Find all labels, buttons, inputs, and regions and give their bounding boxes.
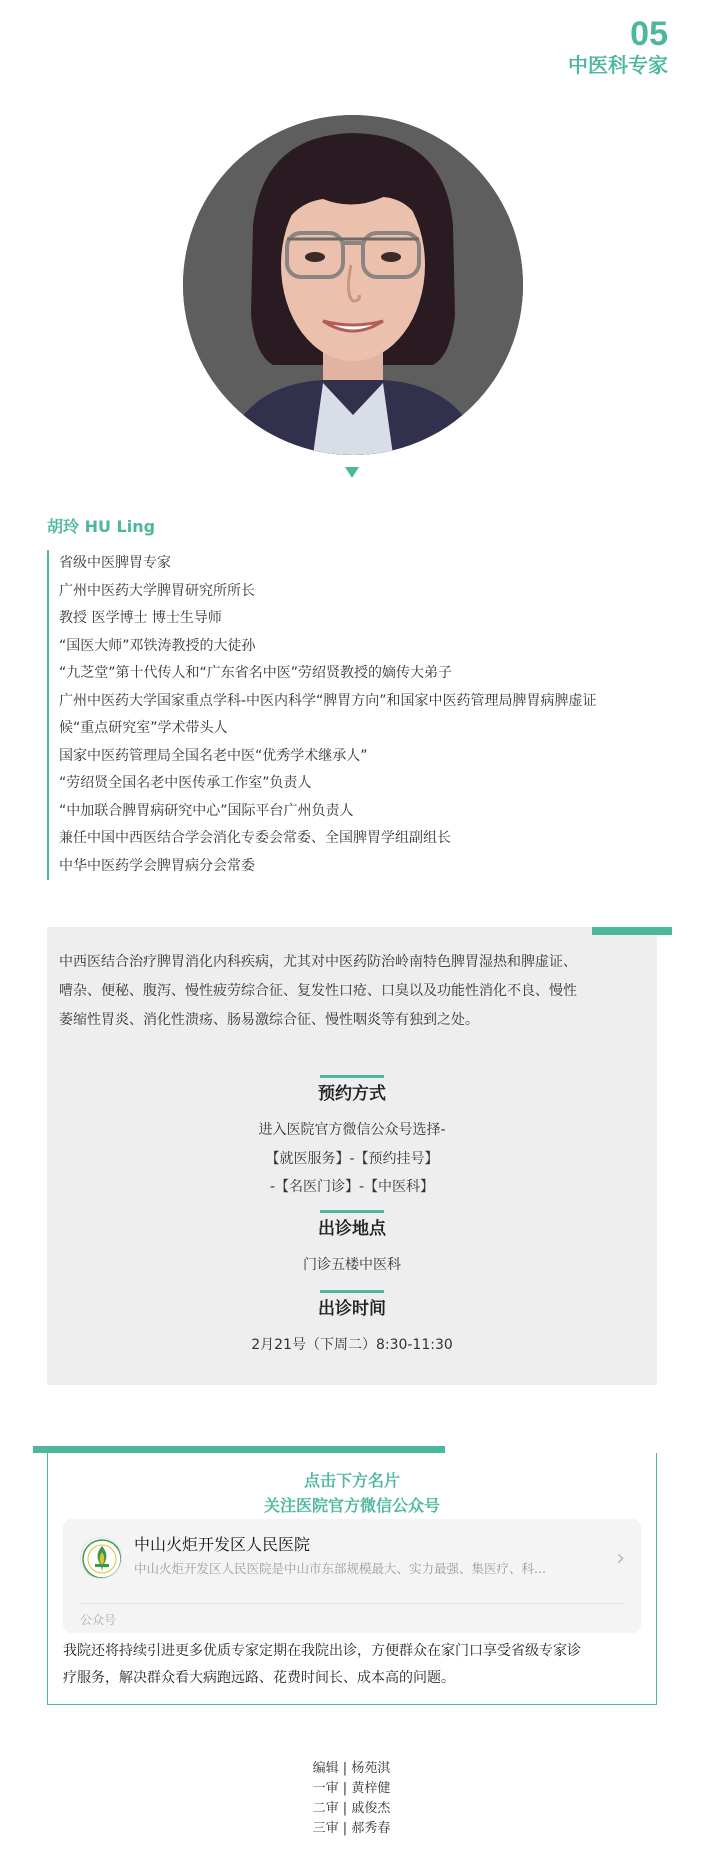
appointment-divider — [320, 1075, 384, 1078]
account-type-label: 公众号 — [80, 1613, 117, 1627]
credential-item: “国医大师”邓铁涛教授的大徒孙 — [59, 637, 256, 654]
doctor-name: 胡玲 HU Ling — [47, 517, 156, 536]
credential-list — [47, 550, 667, 880]
follow-note — [63, 1638, 648, 1692]
specialty-description — [59, 948, 649, 1035]
specialty-line: 嘈杂、便秘、腹泻、慢性疲劳综合征、复发性口疮、口臭以及功能性消化不良、慢性 — [59, 983, 577, 999]
credential-item: 兼任中国中西医结合学会消化专委会常委、全国脾胃学组副组长 — [59, 830, 451, 846]
credential-item: 国家中医药管理局全国名老中医“优秀学术继承人” — [59, 747, 368, 764]
appointment-title: 预约方式 — [318, 1084, 386, 1104]
down-triangle-icon — [345, 467, 359, 478]
credential-item: 教授 医学博士 博士生导师 — [59, 610, 222, 626]
location-title: 出诊地点 — [318, 1219, 386, 1239]
credit-line: 一审 | 黄梓健 — [312, 1781, 391, 1796]
appointment-method — [47, 1116, 657, 1202]
location-value: 门诊五楼中医科 — [303, 1257, 401, 1273]
appointment-line: 进入医院官方微信公众号选择- — [258, 1122, 446, 1138]
editorial-credits — [0, 1759, 703, 1839]
appointment-line: -【名医门诊】-【中医科】 — [269, 1179, 435, 1195]
section-title: 中医科专家 — [568, 53, 668, 77]
credential-item: 中华中医药学会脾胃病分会常委 — [59, 857, 255, 874]
note-line: 疗服务，解决群众看大病跑远路、花费时间长、成本高的问题。 — [63, 1670, 455, 1686]
account-description: 中山火炬开发区人民医院是中山市东部规模最大、实力最强、集医疗、科... — [134, 1561, 546, 1576]
credential-item: “中加联合脾胃病研究中心”国际平台广州负责人 — [59, 802, 354, 819]
credit-line: 二审 | 戚俊杰 — [312, 1801, 391, 1816]
divider — [80, 1603, 624, 1604]
credential-item: 广州中医药大学国家重点学科-中医内科学“脾胃方向”和国家中医药管理局脾胃病脾虚证 — [59, 692, 597, 709]
location-divider — [320, 1210, 384, 1213]
section-number: 05 — [630, 15, 668, 53]
hospital-logo-icon — [80, 1537, 122, 1579]
account-name: 中山火炬开发区人民医院 — [134, 1535, 311, 1554]
card-accent-bar — [33, 1446, 445, 1453]
credential-item: “劳绍贤全国名老中医传承工作室”负责人 — [59, 775, 312, 791]
doctor-portrait — [183, 115, 523, 455]
credit-line: 编辑 | 杨苑淇 — [312, 1761, 391, 1776]
credit-line: 三审 | 郝秀春 — [312, 1821, 391, 1836]
schedule-title: 出诊时间 — [318, 1299, 386, 1319]
credential-item: 候“重点研究室”学术带头人 — [59, 720, 228, 736]
credential-item: 省级中医脾胃专家 — [59, 555, 171, 571]
schedule-divider — [320, 1290, 384, 1293]
note-line: 我院还将持续引进更多优质专家定期在我院出诊，方便群众在家门口享受省级专家诊 — [63, 1643, 581, 1659]
follow-prompt-2: 关注医院官方微信公众号 — [263, 1496, 440, 1515]
follow-prompt-1: 点击下方名片 — [303, 1471, 400, 1490]
specialty-line: 萎缩性胃炎、消化性溃疡、肠易激综合征、慢性咽炎等有独到之处。 — [59, 1012, 479, 1028]
credential-item: “九芝堂”第十代传人和“广东省名中医”劳绍贤教授的嫡传大弟子 — [59, 665, 453, 681]
appointment-line: 【就医服务】-【预约挂号】 — [265, 1150, 439, 1167]
official-account-card[interactable] — [63, 1519, 641, 1633]
chevron-right-icon: › — [616, 1546, 625, 1571]
specialty-line: 中西医结合治疗脾胃消化内科疾病，尤其对中医药防治岭南特色脾胃湿热和脾虚证、 — [59, 954, 577, 970]
schedule-value: 2月21号（下周二）8:30-11:30 — [251, 1337, 453, 1353]
credential-item: 广州中医药大学脾胃研究所所长 — [59, 582, 255, 599]
panel-accent-bar — [592, 927, 672, 935]
